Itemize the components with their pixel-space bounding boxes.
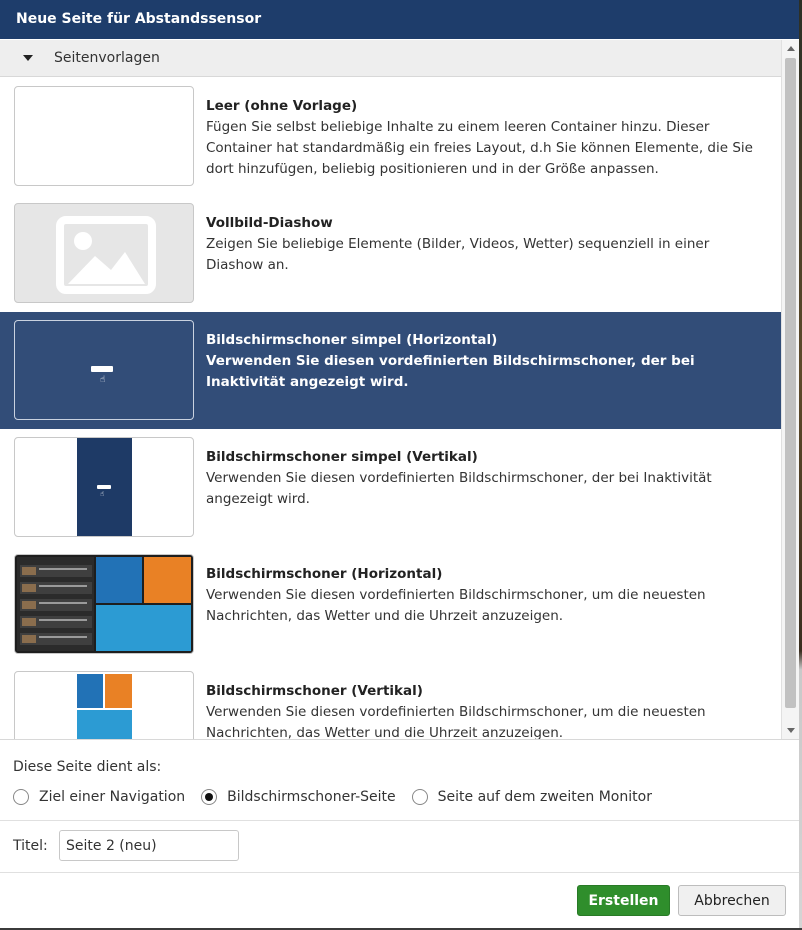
template-item-slideshow[interactable] xyxy=(0,195,781,312)
template-scroll-region[interactable] xyxy=(0,39,799,739)
weather-tile-preview xyxy=(96,605,191,651)
divider xyxy=(0,872,799,873)
template-item-dashboard-horizontal[interactable] xyxy=(0,546,781,663)
radio-label: Ziel einer Navigation xyxy=(39,789,186,805)
radio-button[interactable] xyxy=(412,789,428,805)
section-toggle-templates[interactable] xyxy=(0,40,781,77)
logo-tile-preview xyxy=(77,674,103,708)
template-title: Bildschirmschoner (Vertikal) xyxy=(206,683,423,699)
template-description: Fügen Sie selbst beliebige Inhalte zu einem leeren Container hinzu. Dieser Container hat standardmäßig ein freies Layout, d.h Sie können Elemente, die Sie dort hinzufügen, beliebig positionieren und in der Größe anpassen. xyxy=(206,119,753,177)
radio-navigation-target[interactable] xyxy=(13,789,185,805)
thumbnail-dashboard-horizontal xyxy=(14,554,194,654)
image-placeholder-icon xyxy=(15,204,194,303)
radio-screensaver-page[interactable] xyxy=(201,789,396,805)
dialog-footer xyxy=(0,739,799,928)
template-description: Verwenden Sie diesen vordefinierten Bildschirmschoner, um die neuesten Nachrichten, das Wetter und die Uhrzeit anzuzeigen. xyxy=(206,704,706,739)
radio-second-monitor-page[interactable] xyxy=(412,789,652,805)
thumbnail-blank xyxy=(14,86,194,186)
template-title: Bildschirmschoner (Horizontal) xyxy=(206,566,443,582)
logo-tile-preview xyxy=(96,557,142,603)
thumbnail-slideshow xyxy=(14,203,194,303)
template-description: Zeigen Sie beliebige Elemente (Bilder, Videos, Wetter) sequenziell in einer Diashow an. xyxy=(206,236,710,273)
scroll-up-icon[interactable] xyxy=(787,46,795,51)
news-column-preview xyxy=(17,557,94,651)
clock-tile-preview xyxy=(144,557,191,603)
list-scrollbar[interactable] xyxy=(781,40,799,739)
divider xyxy=(0,820,799,821)
title-label: Titel: xyxy=(13,838,48,854)
scroll-down-icon[interactable] xyxy=(787,728,795,733)
cancel-button[interactable]: Abbrechen xyxy=(678,885,786,916)
template-item-screensaver-simple-vertical[interactable] xyxy=(0,429,781,546)
tap-hand-icon: ☝ xyxy=(100,490,105,498)
thumbnail-screensaver-horizontal xyxy=(14,320,194,420)
tap-hand-icon: ☝ xyxy=(100,375,106,385)
thumbnail-dashboard-vertical xyxy=(14,671,194,739)
dialog-title: Neue Seite für Abstandssensor xyxy=(0,0,799,39)
radio-button[interactable] xyxy=(13,789,29,805)
template-title: Bildschirmschoner simpel (Vertikal) xyxy=(206,449,478,465)
serves-as-label: Diese Seite dient als: xyxy=(13,759,162,775)
caret-down-icon xyxy=(23,55,33,61)
template-title: Leer (ohne Vorlage) xyxy=(206,98,358,114)
section-label: Seitenvorlagen xyxy=(54,50,160,66)
page-role-radio-group xyxy=(13,789,668,805)
logo-icon xyxy=(97,485,111,489)
template-item-screensaver-simple-horizontal[interactable] xyxy=(0,312,781,429)
template-description: Verwenden Sie diesen vordefinierten Bildschirmschoner, der bei Inaktivität angezeigt wird. xyxy=(206,353,695,390)
logo-icon xyxy=(91,366,113,372)
template-item-dashboard-vertical[interactable] xyxy=(0,663,781,739)
template-description: Verwenden Sie diesen vordefinierten Bildschirmschoner, der bei Inaktivität angezeigt wird. xyxy=(206,470,712,507)
create-button[interactable]: Erstellen xyxy=(577,885,670,916)
template-title: Bildschirmschoner simpel (Horizontal) xyxy=(206,332,498,348)
title-input[interactable] xyxy=(59,830,239,861)
template-item-blank[interactable] xyxy=(0,78,781,195)
thumbnail-screensaver-vertical xyxy=(14,437,194,537)
weather-tile-preview xyxy=(77,710,132,739)
scrollbar-thumb[interactable] xyxy=(785,58,796,708)
clock-tile-preview xyxy=(105,674,132,708)
radio-label: Bildschirmschoner-Seite xyxy=(227,789,396,805)
template-description: Verwenden Sie diesen vordefinierten Bildschirmschoner, um die neuesten Nachrichten, das Wetter und die Uhrzeit anzuzeigen. xyxy=(206,587,706,624)
radio-label: Seite auf dem zweiten Monitor xyxy=(437,789,652,805)
template-title: Vollbild-Diashow xyxy=(206,215,333,231)
radio-button[interactable] xyxy=(201,789,217,805)
